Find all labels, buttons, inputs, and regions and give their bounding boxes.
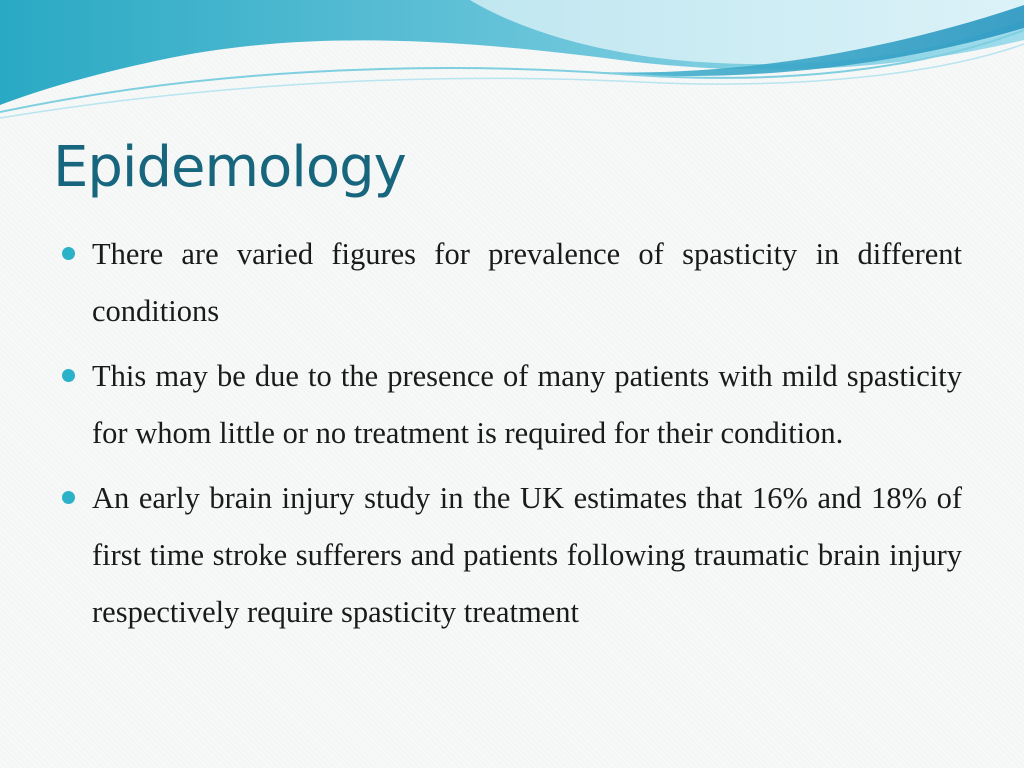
bullet-dot-icon	[62, 369, 75, 382]
list-item	[92, 226, 962, 340]
bullet-text: An early brain injury study in the UK estimates that 16% and 18% of first time stroke sufferers and patients following traumatic brain injury respectively require spasticity treatment	[92, 481, 962, 629]
list-item	[92, 470, 962, 641]
bullet-text: This may be due to the presence of many patients with mild spasticity for whom little or no treatment is required for their condition.	[92, 359, 962, 450]
bullet-list	[92, 226, 962, 649]
bullet-dot-icon	[62, 247, 75, 260]
bullet-text: There are varied figures for prevalence of spasticity in different conditions	[92, 237, 962, 328]
bullet-dot-icon	[62, 491, 75, 504]
header-wave-decoration	[0, 0, 1024, 130]
list-item	[92, 348, 962, 462]
page-title: Epidemology	[53, 135, 406, 200]
